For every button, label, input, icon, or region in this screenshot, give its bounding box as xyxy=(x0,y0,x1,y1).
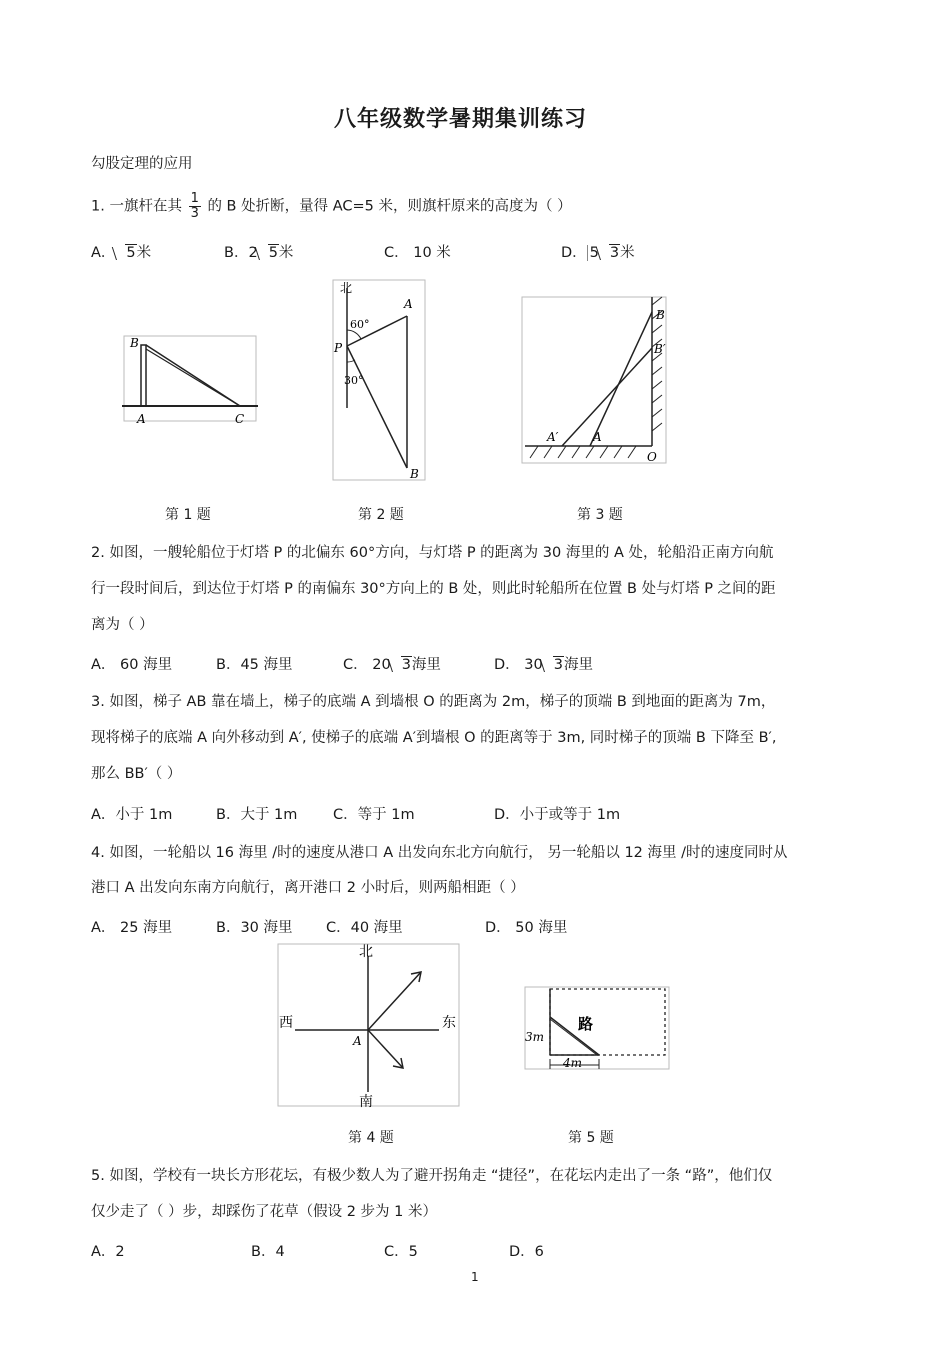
label-B: B xyxy=(656,308,665,322)
length-4m: 4m xyxy=(563,1056,583,1070)
question-2-line-2: 行一段时间后，到达位于灯塔 P 的南偏东 30°方向上的 B 处，则此时轮船所在位置 B 处与灯塔 P 之间的距 xyxy=(91,581,776,597)
label-A: A xyxy=(137,412,146,426)
figure-5 xyxy=(523,985,671,1071)
q1-text-pre: 1. 一旗杆在其 xyxy=(91,198,182,215)
question-3-line-2: 现将梯子的底端 A 向外移动到 A′, 使梯子的底端 A′到墙根 O 的距离等于 3m, 同时梯子的顶端 B 下降至 B′, xyxy=(91,730,777,746)
caption-fig2: 第 2 题 xyxy=(358,507,404,523)
label-P: P xyxy=(334,341,343,355)
angle-30: 30° xyxy=(344,374,364,387)
sqrt-symbol: 3 xyxy=(392,657,412,673)
q3-option-a: A．小于 1m xyxy=(91,807,173,823)
caption-fig3: 第 3 题 xyxy=(577,507,623,523)
q1-option-a: A． 5米 xyxy=(91,245,152,261)
figure-3 xyxy=(520,295,670,467)
q2-option-d: D． 30 3海里 xyxy=(494,657,593,673)
figure-4 xyxy=(275,942,463,1110)
label-A: A xyxy=(404,297,413,311)
q4-option-c: C．40 海里 xyxy=(326,920,403,936)
q1-option-d: D． 5 3米 xyxy=(561,245,635,261)
q3-option-c: C．等于 1m xyxy=(333,807,415,823)
label-O: O xyxy=(647,450,657,464)
section-heading: 勾股定理的应用 xyxy=(91,156,193,172)
question-2-line-3: 离为（ ） xyxy=(91,617,154,633)
angle-60: 60° xyxy=(350,318,370,331)
length-3m: 3m xyxy=(525,1030,545,1044)
q5-option-a: A．2 xyxy=(91,1244,125,1260)
label-A: A xyxy=(353,1034,362,1048)
label-C: C xyxy=(235,412,245,426)
caption-fig4: 第 4 题 xyxy=(348,1130,394,1146)
question-4-line-2: 港口 A 出发向东南方向航行，离开港口 2 小时后，则两船相距（ ） xyxy=(91,880,525,896)
q1-option-b: B．2 5米 xyxy=(224,245,294,261)
q3-option-d: D．小于或等于 1m xyxy=(494,807,621,823)
label-B-prime: B′ xyxy=(654,342,666,356)
fraction-one-third: $\frac{1}{3}$ xyxy=(190,191,199,221)
east-label: 东 xyxy=(442,1015,456,1031)
sqrt-symbol: 5 xyxy=(116,245,136,261)
page-number: 1 xyxy=(471,1270,479,1284)
caption-fig1: 第 1 题 xyxy=(165,507,211,523)
q5-option-c: C．5 xyxy=(384,1244,418,1260)
q2-option-a: A． 60 海里 xyxy=(91,657,173,673)
road-label: 路 xyxy=(578,1015,594,1033)
label-A: A xyxy=(593,430,602,444)
west-label: 西 xyxy=(279,1015,293,1031)
label-B: B xyxy=(410,467,419,481)
figure-2 xyxy=(330,278,430,483)
question-5-line-1: 5. 如图，学校有一块长方形花坛，有极少数人为了避开拐角走 “捷径”，在花坛内走出了一条 “路”，他们仅 xyxy=(91,1168,773,1184)
q4-option-b: B．30 海里 xyxy=(216,920,293,936)
sqrt-symbol: 3 xyxy=(544,657,564,673)
question-1 xyxy=(91,192,572,221)
page-title: 八年级数学暑期集训练习 xyxy=(334,107,588,132)
label-A-prime: A′ xyxy=(547,430,559,444)
north-label: 北 xyxy=(340,281,353,295)
question-5-line-2: 仅少走了（ ）步，却踩伤了花草（假设 2 步为 1 米） xyxy=(91,1204,437,1220)
question-3-line-1: 3. 如图，梯子 AB 靠在墙上，梯子的底端 A 到墙根 O 的距离为 2m，梯子的顶端 B 到地面的距离为 7m， xyxy=(91,694,776,710)
figure-1 xyxy=(118,333,263,428)
q1-text-post: 的 B 处折断，量得 AC=5 米，则旗杆原来的高度为（ ） xyxy=(207,198,572,215)
q2-option-c: C． 20 3海里 xyxy=(343,657,441,673)
south-label: 南 xyxy=(359,1094,373,1110)
north-label: 北 xyxy=(359,944,373,960)
question-4-line-1: 4. 如图，一轮船以 16 海里 /时的速度从港口 A 出发向东北方向航行， 另一轮船以 12 海里 /时的速度同时从 xyxy=(91,845,788,861)
question-3-line-3: 那么 BB′（ ） xyxy=(91,766,182,782)
label-B: B xyxy=(130,336,139,350)
q1-option-c: C． 10 米 xyxy=(384,245,451,261)
sqrt-symbol: 3 xyxy=(600,245,620,261)
q5-option-b: B．4 xyxy=(251,1244,285,1260)
q4-option-a: A． 25 海里 xyxy=(91,920,173,936)
q4-option-d: D． 50 海里 xyxy=(485,920,568,936)
q3-option-b: B．大于 1m xyxy=(216,807,298,823)
q2-option-b: B．45 海里 xyxy=(216,657,293,673)
q5-option-d: D．6 xyxy=(509,1244,544,1260)
sqrt-symbol: 5 xyxy=(259,245,279,261)
caption-fig5: 第 5 题 xyxy=(568,1130,614,1146)
question-2-line-1: 2. 如图，一艘轮船位于灯塔 P 的北偏东 60°方向，与灯塔 P 的距离为 30 海里的 A 处，轮船沿正南方向航 xyxy=(91,545,774,561)
